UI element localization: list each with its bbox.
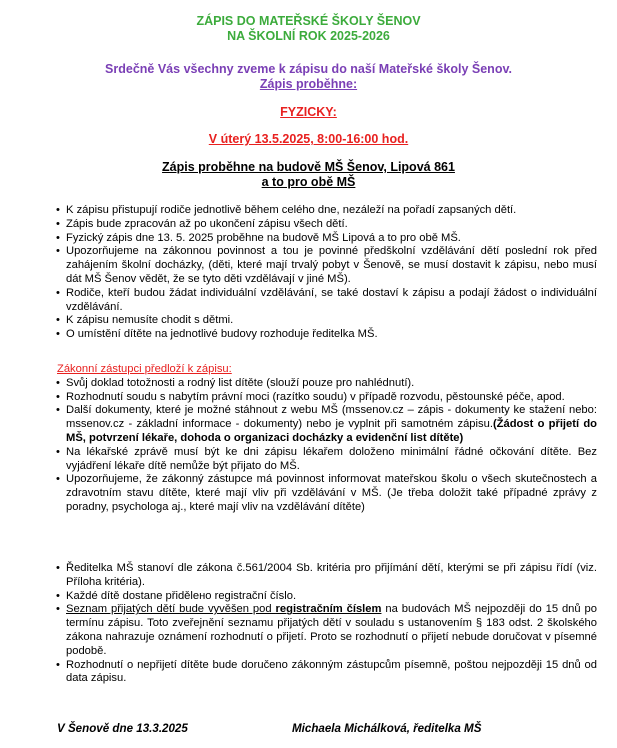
required-documents-section: [57, 363, 597, 515]
general-info-list: [57, 204, 597, 342]
enrollment-place-line-1: Zápis proběhne na budově MŠ Šenov, Lipová 861: [162, 160, 455, 174]
signature: Michaela Michálková, ředitelka MŠ: [292, 722, 482, 735]
invitation-sub: Zápis proběhne:: [259, 77, 358, 91]
list-item: • Upozorňujeme, že zákonný zástupce má povinnost informovat mateřskou školu o všech skutečnostech a zdravotním stavu dítěte, které mají vliv při vzdělávání v MŠ. (Je třeba doložit také případné zprávy z poradny, psychologa aj., které mají vliv na vzdělávání dítěte): [57, 473, 597, 514]
list-item-bold-text: (Žádost o přijetí do MŠ, potvrzení lékaře, dohoda o organizaci docházky a evidenční list dítěte): [66, 418, 598, 444]
list-item: • O umístění dítěte na jednotlivé budovy rozhoduje ředitelka MŠ.: [57, 328, 597, 342]
list-item: • Rozhodnutí o nepřijetí dítěte bude doručeno zákonným zástupcům písemně, poštou nejpozději 15 dnů od data zápisu.: [57, 659, 597, 687]
invitation: Srdečně Vás všechny zveme k zápisu do naší Mateřské školy Šenov.: [105, 62, 512, 76]
list-item-text: Seznam přijatých dětí bude vyvěšen pod: [66, 603, 276, 616]
admission-info-list: [57, 562, 597, 686]
title-line-2: NA ŠKOLNÍ ROK 2025-2026: [227, 29, 390, 43]
list-item: • Každé dítě dostane přidělено registrační číslo.: [57, 590, 597, 604]
enrollment-mode: FYZICKY:: [280, 105, 337, 119]
list-item: • Svůj doklad totožnosti a rodný list dítěte (slouží pouze pro nahlédnutí).: [57, 377, 597, 391]
list-item: • Rozhodnutí soudu s nabytím právní moci (razítko soudu) v případě rozvodu, pěstounské péče, apod.: [57, 391, 597, 405]
list-item: • Na lékařské zprávě musí být ke dni zápisu lékařem doloženo minimální řádné očkování dítěte. Bez vyjádření lékaře dítě nemůže být přijato do MŠ.: [57, 446, 597, 474]
section-heading: Zákonní zástupci předloží k zápisu:: [57, 363, 232, 375]
list-item: • K zápisu přistupují rodiče jednotlivě během celého dne, nezáleží na pořadí zapsaných dětí.: [57, 204, 597, 218]
title-line-1: ZÁPIS DO MATEŘSKÉ ŠKOLY ŠENOV: [196, 14, 421, 28]
enrollment-date-time: V úterý 13.5.2025, 8:00-16:00 hod.: [208, 132, 409, 146]
list-item-text: Další dokumenty, které je možné stáhnout z webu MŠ (mssenov.cz – zápis - dokumenty ke stažení nebo: mssenov.cz - základní informace - dokumenty) nebo je vyplnit při samotném zápisu.: [66, 404, 597, 431]
list-item: [57, 603, 597, 658]
list-item: • Upozorňujeme na zákonnou povinnost a tou je povinné předškolní vzdělávání dětí poslední rok před zahájením školní docházky, (děti, které mají trvalý pobyt v Šenově, se musí dostavit k zápisu, nebo musí dát MŠ Šenov vědět, že se tyto děti vzdělávají v jiné MŠ).: [57, 245, 597, 286]
list-item: • Zápis bude zpracován až po ukončení zápisu všech dětí.: [57, 218, 597, 232]
list-item: [57, 404, 597, 445]
list-item: • Fyzický zápis dne 13. 5. 2025 proběhne na budově MŠ Lipová a to pro obě MŠ.: [57, 232, 597, 246]
list-item-text: na budovách MŠ nejpozději do 15 dnů po termínu zápisu. Toto zveřejnění seznamu přijatých dětí v souladu s ustanovením § 183 odst. 2 školského zákona nahrazuje oznámení rozhodnutí o přijetí. Proto se rozhodnutí o přijetí nebude doručovat v písemné podobě.: [66, 603, 598, 657]
list-item: • K zápisu nemusíte chodit s dětmi.: [57, 314, 597, 328]
list-item: • Ředitelka MŠ stanoví dle zákona č.561/2004 Sb. kritéria pro přijímání dětí, kterými se při zápisu řídí (viz. Příloha kritéria).: [57, 562, 597, 590]
list-item: • Rodiče, kteří budou žádat individuální vzdělávání, se také dostaví k zápisu a podají žádost o individuální vzdělávání.: [57, 287, 597, 315]
place-and-date: V Šenově dne 13.3.2025: [57, 722, 188, 735]
list-item-bold-text: registračním číslem: [275, 603, 382, 616]
enrollment-place-line-2: a to pro obě MŠ: [261, 175, 356, 189]
